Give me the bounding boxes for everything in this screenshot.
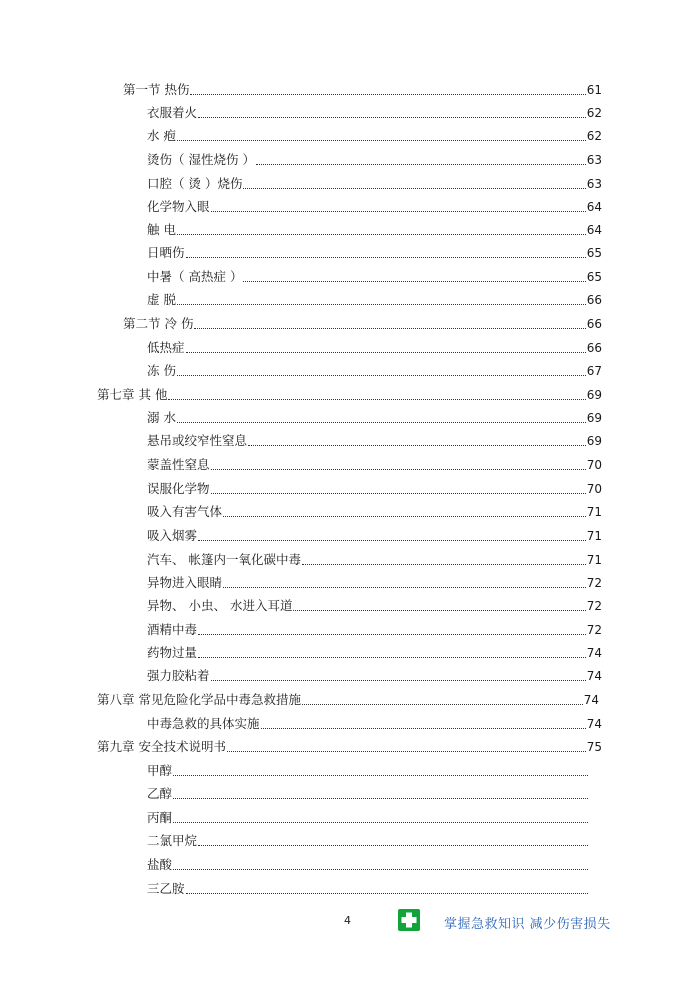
toc-entry-title: 日晒伤 bbox=[147, 245, 185, 260]
toc-entry-title: 酒精中毒 bbox=[147, 622, 198, 637]
toc-entry-title: 中暑（ 高热症 ） bbox=[147, 269, 243, 284]
toc-dot-leader bbox=[186, 352, 586, 353]
toc-entry[interactable] bbox=[97, 383, 602, 403]
toc-entry-page: 71 bbox=[586, 529, 602, 543]
toc-entry[interactable] bbox=[147, 877, 589, 897]
toc-dot-leader bbox=[198, 657, 586, 658]
toc-dot-leader bbox=[198, 117, 586, 118]
toc-entry-title: 乙醇 bbox=[147, 786, 173, 801]
toc-entry-title: 误服化学物 bbox=[147, 481, 210, 496]
toc-entry[interactable] bbox=[147, 594, 602, 614]
toc-entry-page: 69 bbox=[586, 388, 602, 402]
toc-dot-leader bbox=[256, 164, 586, 165]
toc-entry-title: 冻 伤 bbox=[147, 363, 176, 378]
toc-entry[interactable] bbox=[147, 148, 602, 168]
toc-entry-title: 蒙盖性窒息 bbox=[147, 457, 210, 472]
toc-dot-leader bbox=[211, 680, 586, 681]
toc-entry[interactable] bbox=[147, 477, 602, 497]
toc-entry[interactable] bbox=[147, 524, 602, 544]
toc-dot-leader bbox=[177, 140, 586, 141]
toc-entry[interactable] bbox=[147, 829, 589, 849]
toc-entry[interactable] bbox=[147, 359, 602, 379]
footer-page-number: 4 bbox=[344, 914, 351, 927]
toc-dot-leader bbox=[211, 211, 586, 212]
toc-entry[interactable] bbox=[147, 124, 602, 144]
toc-entry-title: 药物过量 bbox=[147, 645, 198, 660]
toc-entry-page: 62 bbox=[586, 106, 602, 120]
toc-entry[interactable] bbox=[147, 265, 602, 285]
toc-entry[interactable] bbox=[147, 782, 589, 802]
toc-dot-leader bbox=[198, 540, 586, 541]
toc-dot-leader bbox=[198, 634, 586, 635]
toc-entry-page: 64 bbox=[586, 200, 602, 214]
toc-dot-leader bbox=[177, 304, 586, 305]
toc-entry[interactable] bbox=[147, 641, 602, 661]
toc-entry-page: 66 bbox=[586, 293, 602, 307]
toc-dot-leader bbox=[223, 516, 586, 517]
toc-entry-page: 65 bbox=[586, 270, 602, 284]
toc-entry-title: 触 电 bbox=[147, 222, 176, 237]
toc-entry[interactable] bbox=[147, 429, 602, 449]
toc-dot-leader bbox=[173, 822, 588, 823]
toc-entry[interactable] bbox=[147, 172, 602, 192]
toc-dot-leader bbox=[261, 728, 586, 729]
toc-dot-leader bbox=[198, 845, 588, 846]
toc-entry-title: 甲醇 bbox=[147, 763, 173, 778]
toc-entry-title: 盐酸 bbox=[147, 857, 173, 872]
toc-dot-leader bbox=[173, 798, 588, 799]
toc-entry-title: 二氯甲烷 bbox=[147, 833, 198, 848]
toc-dot-leader bbox=[211, 493, 586, 494]
toc-entry-title: 化学物入眼 bbox=[147, 199, 210, 214]
toc-entry-title: 异物进入眼睛 bbox=[147, 575, 223, 590]
toc-entry-page: 74 bbox=[583, 693, 599, 707]
toc-entry-page: 70 bbox=[586, 482, 602, 496]
toc-entry-title: 吸入烟雾 bbox=[147, 528, 198, 543]
toc-entry-title: 异物、 小虫、 水进入耳道 bbox=[147, 598, 293, 613]
toc-entry-title: 虚 脱 bbox=[147, 292, 176, 307]
toc-entry-title: 第二节 冷 伤 bbox=[123, 316, 194, 331]
toc-entry-title: 吸入有害气体 bbox=[147, 504, 223, 519]
toc-entry[interactable] bbox=[147, 759, 589, 779]
toc-dot-leader bbox=[194, 328, 585, 329]
toc-entry-title: 强力胶粘着 bbox=[147, 668, 210, 683]
toc-entry[interactable] bbox=[97, 735, 602, 755]
toc-entry[interactable] bbox=[147, 548, 602, 568]
toc-entry-page: 70 bbox=[586, 458, 602, 472]
toc-entry-page: 75 bbox=[586, 740, 602, 754]
toc-dot-leader bbox=[302, 564, 586, 565]
toc-entry[interactable] bbox=[147, 101, 602, 121]
toc-entry[interactable] bbox=[123, 78, 602, 98]
toc-entry[interactable] bbox=[147, 218, 602, 238]
toc-entry[interactable] bbox=[97, 688, 599, 708]
toc-entry-page: 74 bbox=[586, 646, 602, 660]
toc-entry[interactable] bbox=[147, 336, 602, 356]
toc-entry-title: 第九章 安全技术说明书 bbox=[97, 739, 226, 754]
toc-entry[interactable] bbox=[147, 664, 602, 684]
toc-entry-page: 71 bbox=[586, 505, 602, 519]
toc-entry-title: 衣服着火 bbox=[147, 105, 198, 120]
toc-entry-page: 65 bbox=[586, 246, 602, 260]
toc-entry[interactable] bbox=[147, 288, 602, 308]
toc-dot-leader bbox=[177, 422, 586, 423]
toc-entry-title: 三乙胺 bbox=[147, 881, 185, 896]
first-aid-cross-icon bbox=[398, 909, 420, 931]
toc-entry-page: 74 bbox=[586, 717, 602, 731]
toc-dot-leader bbox=[168, 399, 585, 400]
toc-dot-leader bbox=[186, 257, 586, 258]
toc-entry-page: 72 bbox=[586, 623, 602, 637]
toc-entry[interactable] bbox=[147, 806, 589, 826]
toc-dot-leader bbox=[173, 775, 588, 776]
toc-entry-title: 烫伤（ 湿性烧伤 ） bbox=[147, 152, 255, 167]
toc-entry-title: 口腔（ 烫 ）烧伤 bbox=[147, 176, 243, 191]
toc-dot-leader bbox=[302, 704, 583, 705]
toc-entry-title: 丙酮 bbox=[147, 810, 173, 825]
toc-entry-title: 水 疱 bbox=[147, 128, 176, 143]
toc-entry-page: 63 bbox=[586, 153, 602, 167]
toc-dot-leader bbox=[243, 281, 585, 282]
toc-dot-leader bbox=[227, 751, 586, 752]
toc-dot-leader bbox=[223, 587, 586, 588]
toc-entry-title: 第七章 其 他 bbox=[97, 387, 168, 402]
toc-entry[interactable] bbox=[147, 241, 602, 261]
toc-dot-leader bbox=[248, 445, 586, 446]
toc-entry-title: 汽车、 帐篷内一氧化碳中毒 bbox=[147, 552, 301, 567]
toc-entry[interactable] bbox=[147, 853, 589, 873]
toc-entry[interactable] bbox=[147, 618, 602, 638]
toc-entry-page: 67 bbox=[586, 364, 602, 378]
toc-entry[interactable] bbox=[123, 312, 602, 332]
toc-entry-title: 第八章 常见危险化学品中毒急救措施 bbox=[97, 692, 301, 707]
toc-entry[interactable] bbox=[147, 195, 602, 215]
toc-dot-leader bbox=[186, 893, 588, 894]
toc-entry[interactable] bbox=[147, 571, 602, 591]
toc-entry-page: 69 bbox=[586, 411, 602, 425]
toc-entry[interactable] bbox=[147, 406, 602, 426]
toc-entry-page: 71 bbox=[586, 553, 602, 567]
toc-dot-leader bbox=[177, 375, 586, 376]
toc-entry-page: 69 bbox=[586, 434, 602, 448]
toc-dot-leader bbox=[243, 188, 585, 189]
toc-entry-page: 74 bbox=[586, 669, 602, 683]
toc-entry-page: 72 bbox=[586, 576, 602, 590]
toc-dot-leader bbox=[173, 869, 588, 870]
toc-entry[interactable] bbox=[147, 712, 602, 732]
toc-entry-page: 61 bbox=[586, 83, 602, 97]
toc-entry-page: 63 bbox=[586, 177, 602, 191]
toc-entry-page: 64 bbox=[586, 223, 602, 237]
footer-slogan: 掌握急救知识 减少伤害损失 bbox=[444, 917, 611, 932]
toc-entry-title: 悬吊或绞窄性窒息 bbox=[147, 433, 248, 448]
toc-entry[interactable] bbox=[147, 453, 602, 473]
toc-entry-title: 低热症 bbox=[147, 340, 185, 355]
toc-entry-page: 66 bbox=[586, 317, 602, 331]
toc-dot-leader bbox=[177, 234, 586, 235]
toc-entry-page: 62 bbox=[586, 129, 602, 143]
toc-entry-page: 72 bbox=[586, 599, 602, 613]
toc-dot-leader bbox=[190, 94, 585, 95]
toc-entry[interactable] bbox=[147, 500, 602, 520]
toc-entry-title: 中毒急救的具体实施 bbox=[147, 716, 260, 731]
toc-entry-title: 第一节 热伤 bbox=[123, 82, 190, 97]
toc-entry-page: 66 bbox=[586, 341, 602, 355]
toc-dot-leader bbox=[293, 610, 585, 611]
toc-entry-title: 溺 水 bbox=[147, 410, 176, 425]
toc-dot-leader bbox=[211, 469, 586, 470]
